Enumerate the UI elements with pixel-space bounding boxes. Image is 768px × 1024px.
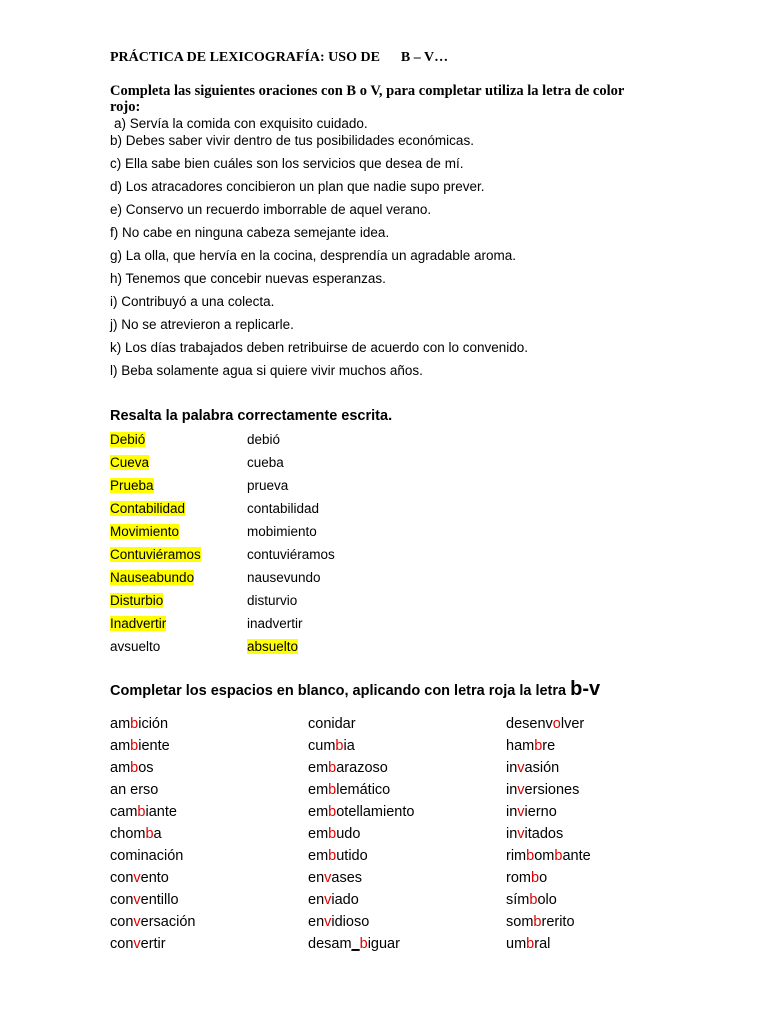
red-letter: b	[328, 760, 337, 776]
red-letter: v	[133, 870, 141, 886]
fill-word	[506, 846, 591, 868]
word-cell	[247, 546, 335, 564]
word-pair-row	[110, 500, 510, 523]
word-fragment: am	[110, 760, 131, 776]
word-fragment: iguar	[367, 936, 400, 952]
word-fragment: rom	[506, 870, 531, 886]
fill-word	[110, 846, 195, 868]
word-fragment: em	[308, 826, 329, 842]
word-option: inadvertir	[247, 616, 303, 631]
fill-word	[110, 824, 195, 846]
word-fragment: in	[506, 804, 518, 820]
sentence-item: k) Los días trabajados deben retribuirse de acuerdo con lo convenido.	[110, 340, 529, 355]
red-letter: v	[517, 760, 525, 776]
word-fragment: iente	[138, 738, 170, 754]
red-letter: v	[133, 892, 141, 908]
word-cell	[110, 569, 194, 587]
section-heading-highlight: Resalta la palabra correctamente escrita.	[110, 408, 393, 424]
word-fragment: en	[308, 892, 325, 908]
word-fragment: lver	[560, 716, 585, 732]
word-fragment: otellamiento	[336, 804, 415, 820]
red-letter: v	[517, 804, 525, 820]
word-fragment: iado	[331, 892, 359, 908]
fill-word	[110, 714, 195, 736]
fill-word	[506, 780, 591, 802]
word-fragment: itados	[524, 826, 564, 842]
word-fragment: ersación	[140, 914, 196, 930]
fill-word	[110, 868, 195, 890]
fill-word	[110, 934, 195, 956]
highlighted-word: Nauseabundo	[110, 570, 195, 585]
word-option: contabilidad	[247, 501, 320, 516]
red-letter: b	[328, 804, 337, 820]
sentence-item: e) Conservo un recuerdo imborrable de aquel verano.	[110, 202, 432, 217]
word-fragment: con	[110, 892, 134, 908]
word-fragment: em	[308, 848, 329, 864]
word-fragment: in	[506, 760, 518, 776]
word-option: cueba	[247, 455, 284, 470]
fill-word	[110, 758, 195, 780]
sentence-list	[110, 115, 528, 385]
word-fragment: am	[110, 738, 131, 754]
word-fragment: a	[153, 826, 162, 842]
fill-word	[308, 912, 414, 934]
word-option: avsuelto	[110, 639, 161, 654]
highlighted-word: Debió	[110, 432, 146, 447]
word-fragment: rim	[506, 848, 527, 864]
word-cell	[247, 500, 319, 518]
word-fragment: som	[506, 914, 534, 930]
red-letter: v	[517, 782, 525, 798]
word-fragment: em	[308, 782, 329, 798]
fill-word	[506, 824, 591, 846]
word-cell	[247, 638, 298, 656]
word-pair-row	[110, 477, 510, 500]
fill-word	[308, 758, 414, 780]
sentence-item: b) Debes saber vivir dentro de tus posibilidades económicas.	[110, 133, 474, 148]
sentence-item: h) Tenemos que concebir nuevas esperanzas.	[110, 271, 386, 286]
word-pair-row	[110, 546, 510, 569]
word-fragment: cam	[110, 804, 138, 820]
fill-word	[308, 846, 414, 868]
red-letter: b	[130, 760, 139, 776]
blank-underscore: _	[351, 936, 360, 952]
word-cell	[110, 500, 185, 518]
sentence-item: a) Servía la comida con exquisito cuidado.	[114, 116, 368, 131]
red-letter: v	[324, 892, 332, 908]
word-column-3	[506, 714, 591, 956]
fill-word	[506, 758, 591, 780]
fill-word	[308, 868, 414, 890]
word-fragment: cum	[308, 738, 336, 754]
word-fragment: con	[110, 936, 134, 952]
word-fragment: um	[506, 936, 527, 952]
word-cell	[110, 477, 154, 495]
fill-word	[506, 934, 591, 956]
word-cell	[247, 477, 288, 495]
word-fragment: chom	[110, 826, 146, 842]
word-cell	[110, 592, 163, 610]
word-option: prueva	[247, 478, 289, 493]
highlighted-word: Prueba	[110, 478, 154, 493]
fill-word	[506, 868, 591, 890]
sentence-item: j) No se atrevieron a replicarle.	[110, 317, 294, 332]
highlighted-word: Cueva	[110, 455, 150, 470]
heading-letters: b-v	[570, 678, 601, 700]
sentence-item: f) No cabe en ninguna cabeza semejante idea.	[110, 225, 390, 240]
red-letter: b	[130, 738, 139, 754]
red-letter: b	[554, 848, 563, 864]
sentence-item: c) Ella sabe bien cuáles son los servicios que desea de mí.	[110, 156, 464, 171]
word-fragment: en	[308, 914, 325, 930]
fill-word	[506, 802, 591, 824]
word-fragment: ento	[140, 870, 169, 886]
word-fragment: udo	[336, 826, 361, 842]
highlighted-word: Inadvertir	[110, 616, 167, 631]
fill-word	[110, 890, 195, 912]
word-fragment: en	[308, 870, 325, 886]
fill-word	[308, 736, 414, 758]
word-fragment: iante	[145, 804, 177, 820]
fill-word	[308, 780, 414, 802]
word-fragment: desenv	[506, 716, 553, 732]
red-letter: v	[324, 870, 332, 886]
word-fragment: arazoso	[336, 760, 388, 776]
word-fragment: ertir	[140, 936, 166, 952]
word-fragment: ante	[562, 848, 591, 864]
word-cell	[247, 431, 280, 449]
heading-text: Completar los espacios en blanco, aplicando con letra roja la letra	[110, 683, 571, 699]
fill-word	[110, 780, 195, 802]
word-fragment: ia	[343, 738, 355, 754]
word-cell	[110, 615, 166, 633]
highlighted-word: Contuviéramos	[110, 547, 201, 562]
word-fragment: sím	[506, 892, 530, 908]
word-option: mobimiento	[247, 524, 317, 539]
word-fragment: entillo	[140, 892, 179, 908]
word-fragment: utido	[336, 848, 368, 864]
word-pair-row	[110, 638, 510, 661]
word-pair-row	[110, 569, 510, 592]
red-letter: o	[552, 716, 561, 732]
fill-word	[110, 802, 195, 824]
word-fragment: desam	[308, 936, 352, 952]
red-letter: b	[529, 892, 538, 908]
red-letter: b	[328, 848, 337, 864]
word-fragment: ierno	[524, 804, 557, 820]
word-fragment: conidar	[308, 716, 356, 732]
word-pair-row	[110, 523, 510, 546]
red-letter: b	[530, 870, 540, 886]
word-fragment: em	[308, 760, 329, 776]
fill-word	[110, 912, 195, 934]
word-fragment: con	[110, 914, 134, 930]
word-fragment: lemático	[336, 782, 391, 798]
word-option: nausevundo	[247, 570, 321, 585]
fill-word	[308, 802, 414, 824]
word-fragment: ersiones	[524, 782, 580, 798]
red-letter: v	[133, 914, 141, 930]
word-cell	[247, 454, 284, 472]
document-title: PRÁCTICA DE LEXICOGRAFÍA: USO DE B – V…	[110, 50, 449, 65]
word-fragment: in	[506, 826, 518, 842]
red-letter: b	[328, 826, 337, 842]
word-fragment: ases	[331, 870, 363, 886]
red-letter: v	[324, 914, 332, 930]
word-cell	[247, 569, 321, 587]
red-letter: b	[145, 826, 154, 842]
word-fragment: rerito	[541, 914, 575, 930]
sentence-item: d) Los atracadores concibieron un plan que nadie supo prever.	[110, 179, 485, 194]
word-cell	[110, 523, 179, 541]
word-fragment: cominación	[110, 848, 184, 864]
word-column-1	[110, 714, 195, 956]
word-fragment: asión	[524, 760, 560, 776]
word-pair-list	[110, 431, 510, 661]
word-fragment: re	[542, 738, 556, 754]
red-letter: b	[130, 716, 139, 732]
sentence-item: g) La olla, que hervía en la cocina, desprendía un agradable aroma.	[110, 248, 517, 263]
word-pair-row	[110, 454, 510, 477]
red-letter: b	[335, 738, 344, 754]
word-fragment: ral	[534, 936, 551, 952]
sentence-item: i) Contribuyó a una colecta.	[110, 294, 275, 309]
word-option: contuviéramos	[247, 547, 335, 562]
highlighted-word: Disturbio	[110, 593, 164, 608]
word-pair-row	[110, 592, 510, 615]
word-fragment: olo	[537, 892, 557, 908]
fill-word	[506, 736, 591, 758]
fill-word	[506, 912, 591, 934]
word-fragment: os	[138, 760, 154, 776]
fill-word	[506, 714, 591, 736]
red-letter: b	[526, 936, 535, 952]
word-cell	[110, 454, 149, 472]
fill-word	[308, 714, 414, 736]
word-fragment: o	[539, 870, 548, 886]
word-column-2	[308, 714, 414, 956]
word-option: disturvio	[247, 593, 298, 608]
red-letter: v	[517, 826, 525, 842]
fill-word	[110, 736, 195, 758]
word-fragment: em	[308, 804, 329, 820]
word-fragment: ición	[138, 716, 169, 732]
word-fragment: idioso	[331, 914, 370, 930]
word-option: debió	[247, 432, 281, 447]
red-letter: b	[137, 804, 146, 820]
word-cell	[110, 431, 145, 449]
word-fragment: ham	[506, 738, 535, 754]
red-letter: b	[526, 848, 535, 864]
fill-word	[308, 934, 414, 956]
word-pair-row	[110, 615, 510, 638]
word-cell	[110, 546, 201, 564]
word-fragment: in	[506, 782, 518, 798]
fill-word	[308, 890, 414, 912]
fill-word	[308, 824, 414, 846]
red-letter: b	[534, 738, 543, 754]
word-cell	[247, 523, 317, 541]
word-fragment: an erso	[110, 782, 159, 798]
red-letter: b	[328, 782, 337, 798]
fill-word	[506, 890, 591, 912]
red-letter: b	[533, 914, 542, 930]
red-letter: b	[359, 936, 368, 952]
red-letter: v	[133, 936, 141, 952]
highlighted-word: Movimiento	[110, 524, 180, 539]
word-pair-row	[110, 431, 510, 454]
highlighted-word: Contabilidad	[110, 501, 186, 516]
sentence-item: l) Beba solamente agua si quiere vivir muchos años.	[110, 363, 423, 378]
highlighted-word: absuelto	[247, 639, 299, 654]
word-fragment: om	[534, 848, 555, 864]
word-cell	[110, 638, 160, 656]
word-fragment: am	[110, 716, 131, 732]
word-fragment: con	[110, 870, 134, 886]
word-cell	[247, 592, 297, 610]
word-cell	[247, 615, 303, 633]
section-heading-fill-blanks	[110, 678, 600, 701]
instructions-sentences: Completa las siguientes oraciones con B o V, para completar utiliza la letra de color rojo:	[110, 83, 625, 115]
